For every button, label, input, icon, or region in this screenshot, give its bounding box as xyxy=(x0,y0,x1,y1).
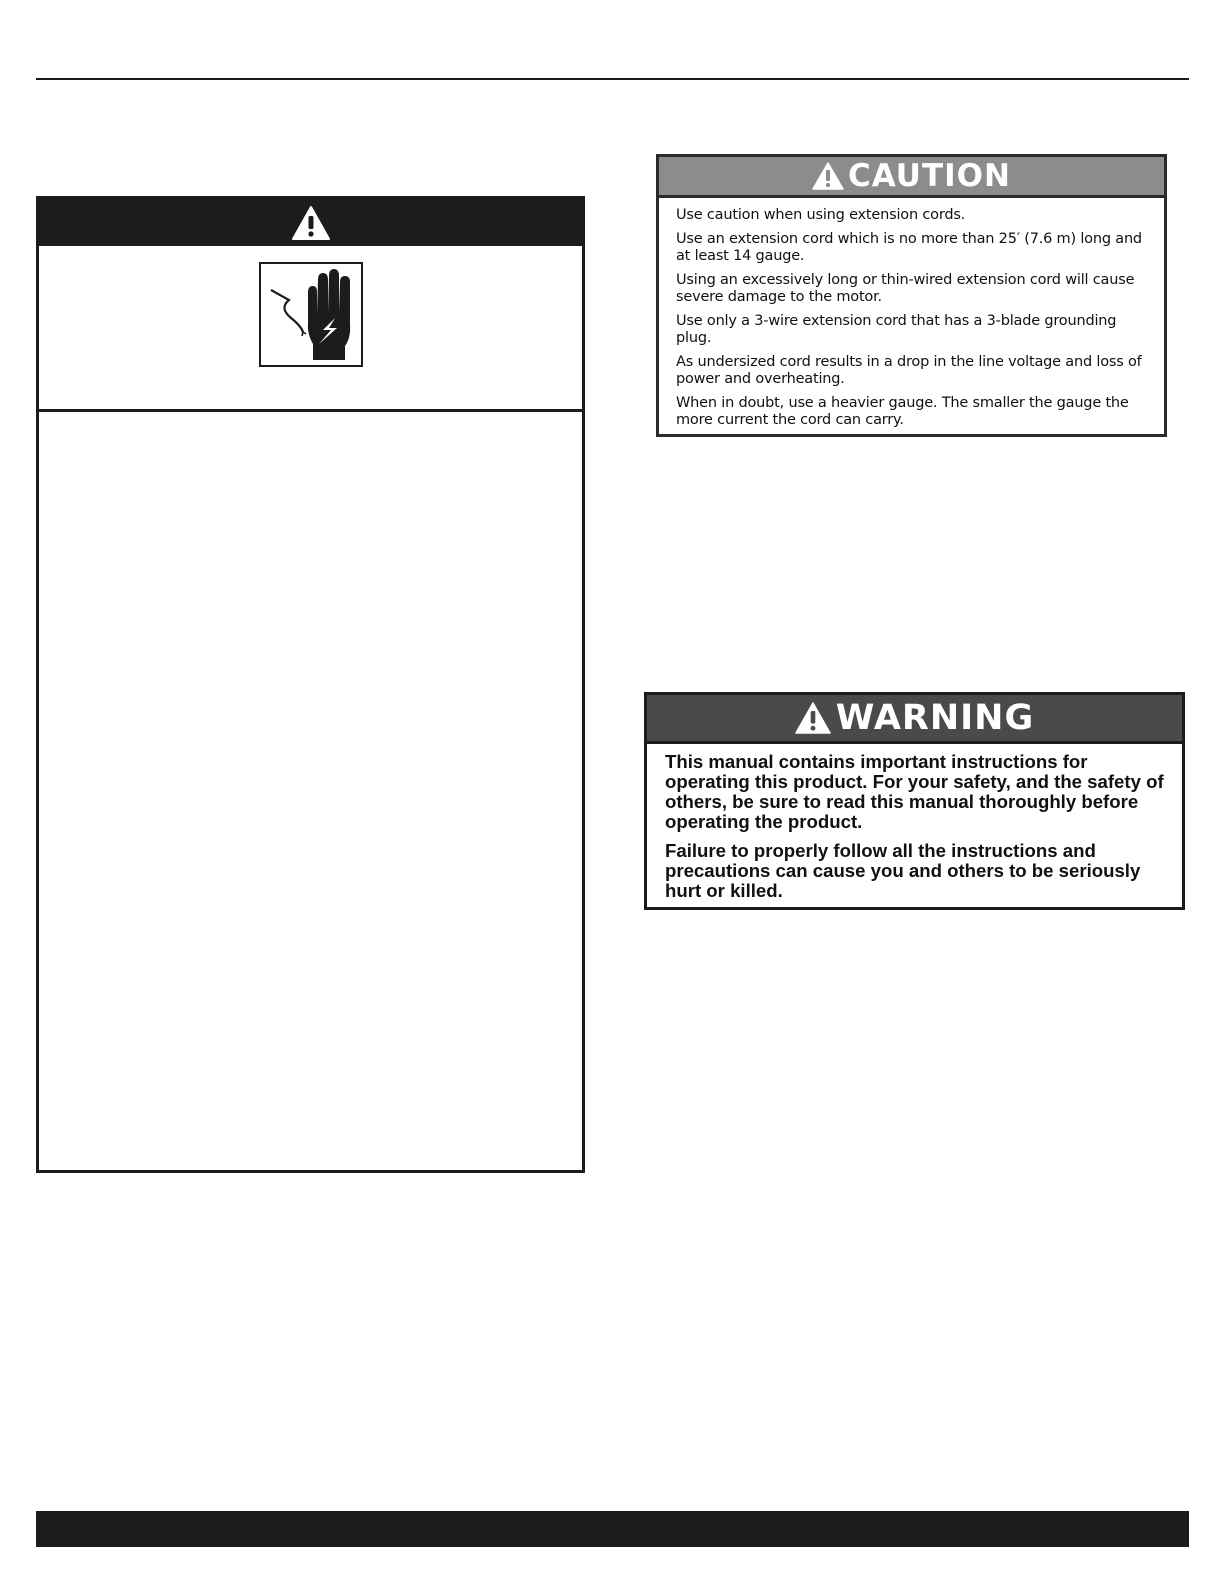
caution-title: CAUTION xyxy=(848,158,1011,194)
warning-header xyxy=(647,695,1182,744)
warning-paragraph: Failure to properly follow all the instructions and precautions can cause you and others to be seriously hurt or killed. xyxy=(665,840,1141,901)
warning-triangle-icon xyxy=(812,162,844,190)
caution-item: Using an excessively long or thin-wired extension cord will cause severe damage to the motor. xyxy=(676,272,1135,305)
caution-item: Use only a 3-wire extension cord that has a 3-blade grounding plug. xyxy=(676,313,1117,346)
warning-triangle-icon xyxy=(292,206,330,240)
warning-paragraph: This manual contains important instructions for operating this product. For your safety, and the safety of others, be sure to read this manual thoroughly before operating the product. xyxy=(665,751,1164,832)
hazard-header xyxy=(39,199,582,246)
caution-box xyxy=(656,154,1167,437)
caution-header xyxy=(659,157,1164,198)
caution-item: As undersized cord results in a drop in the line voltage and loss of power and overheating. xyxy=(676,354,1142,387)
hazard-symbol-area xyxy=(39,246,582,412)
footer-bar xyxy=(36,1511,1189,1547)
caution-item: Use an extension cord which is no more than 25′ (7.6 m) long and at least 14 gauge. xyxy=(676,231,1142,264)
warning-body xyxy=(647,744,1182,901)
top-rule xyxy=(36,78,1189,80)
warning-triangle-icon xyxy=(795,702,831,734)
hazard-body xyxy=(39,412,582,1170)
warning-title: WARNING xyxy=(835,698,1035,738)
warning-box xyxy=(644,692,1185,910)
electrical-shock-hand-icon xyxy=(259,262,363,367)
caution-item: Use caution when using extension cords. xyxy=(676,207,966,223)
caution-item: When in doubt, use a heavier gauge. The smaller the gauge the more current the cord can carry. xyxy=(676,395,1129,428)
electrical-hazard-panel xyxy=(36,196,585,1173)
caution-list xyxy=(659,198,1164,429)
